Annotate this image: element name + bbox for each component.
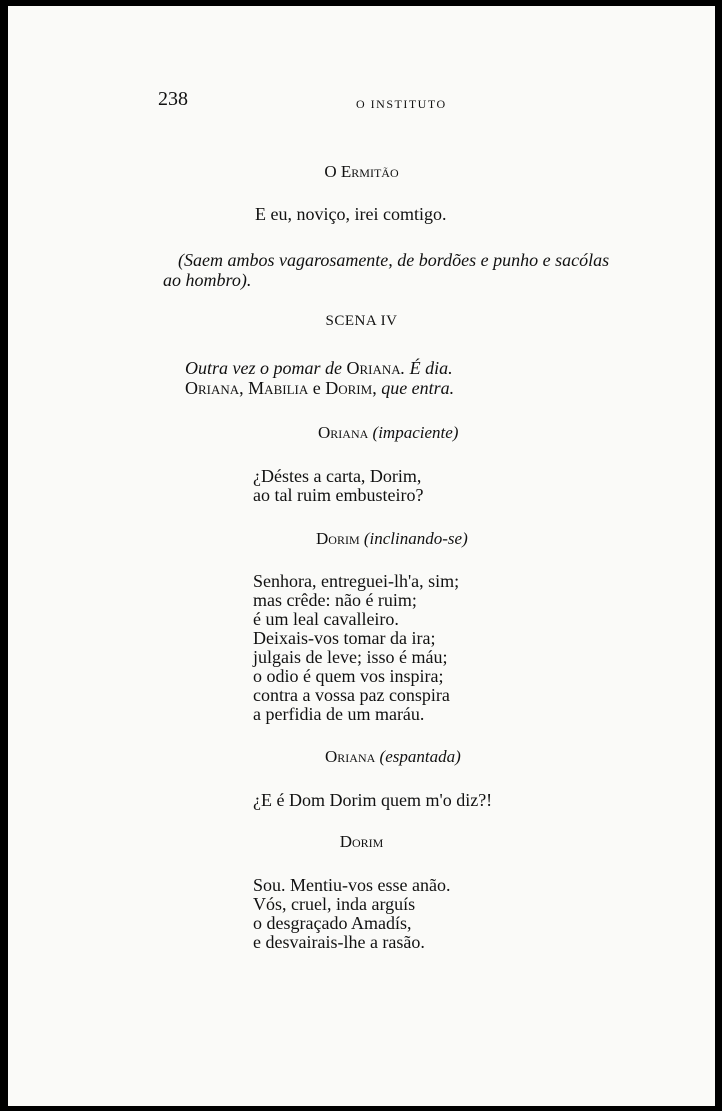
speaker-ermitao: O Ermitão [324, 162, 399, 181]
verse-line: Senhora, entreguei-lh'a, sim; [253, 571, 460, 591]
stage-direction-line: ao hombro). [163, 270, 252, 290]
verse-line: mas crêde: não é ruim; [253, 590, 417, 610]
speaker-oriana: Oriana (espantada) [325, 747, 461, 766]
stage-direction-cast: Oriana, Mabilia e Dorim, que entra. [185, 378, 455, 398]
running-head: O INSTITUTO [356, 97, 447, 111]
verse-line: é um leal cavalleiro. [253, 609, 399, 629]
verse-line: julgais de leve; isso é máu; [253, 647, 448, 667]
verse-line: contra a vossa paz conspira [253, 685, 450, 705]
verse-line: Sou. Mentiu-vos esse anão. [253, 875, 451, 895]
verse-line: a perfidia de um maráu. [253, 704, 425, 724]
verse-line: Deixais-vos tomar da ira; [253, 628, 436, 648]
verse-line: ao tal ruim embusteiro? [253, 485, 424, 505]
book-page [8, 6, 715, 1106]
verse-line: Vós, cruel, inda arguís [253, 894, 416, 914]
speaker-dorim: Dorim (inclinando-se) [316, 529, 468, 548]
verse-line: E eu, noviço, irei comtigo. [255, 204, 447, 224]
speaker-oriana: Oriana (impaciente) [318, 423, 459, 442]
verse-line: ¿Déstes a carta, Dorim, [253, 466, 422, 486]
stage-direction-line: (Saem ambos vagarosamente, de bordões e punho e sacólas [178, 250, 610, 270]
verse-line: o odio é quem vos inspira; [253, 666, 444, 686]
verse-line: e desvairais-lhe a rasão. [253, 932, 425, 952]
verse-line: ¿E é Dom Dorim quem m'o diz?! [253, 790, 493, 810]
verse-line: o desgraçado Amadís, [253, 913, 412, 933]
page-number: 238 [158, 88, 188, 110]
speaker-dorim: Dorim [339, 832, 384, 851]
scene-title: SCENA IV [325, 313, 398, 329]
stage-direction-setting: Outra vez o pomar de Oriana. É dia. [185, 358, 453, 378]
